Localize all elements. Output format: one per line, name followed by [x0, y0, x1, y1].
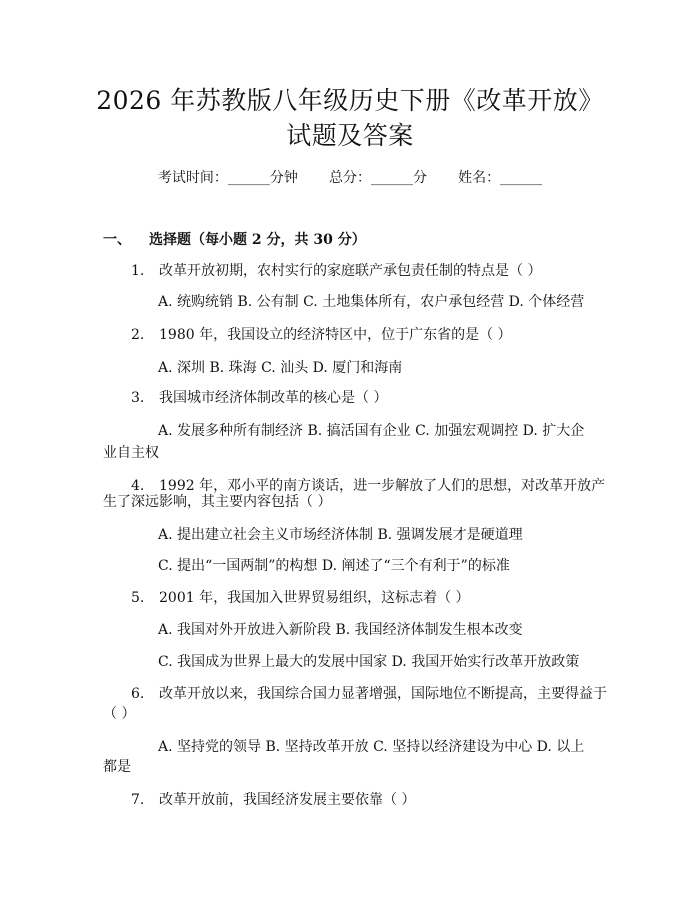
question-5 — [131, 589, 470, 607]
total-score-unit: 分 — [413, 170, 427, 186]
question-text: 1980 年，我国设立的经济特区中，位于广东省的是（ ） — [159, 327, 512, 343]
question-4-options-a-b: A. 提出建立社会主义市场经济体制 B. 强调发展才是硬道理 — [158, 527, 523, 543]
question-2 — [131, 326, 512, 344]
total-score-blank: ______ — [371, 170, 413, 186]
question-text: 改革开放前，我国经济发展主要依靠（ ） — [159, 792, 416, 808]
exam-time-blank: ______ — [227, 170, 270, 186]
section-title: 选择题（每小题 2 分，共 30 分） — [149, 232, 366, 248]
total-score-label: 总分： — [329, 170, 371, 186]
question-6-options: A. 坚持党的领导 B. 坚持改革开放 C. 坚持以经济建设为中心 D. 以上 — [158, 739, 585, 755]
question-4-text-continued: 生了深远影响，其主要内容包括（ ） — [103, 494, 332, 510]
question-6-options-continued: 都是 — [103, 759, 131, 775]
question-number: 2. — [131, 327, 145, 343]
question-number: 5. — [131, 590, 145, 606]
exam-time-label: 考试时间： — [157, 170, 228, 186]
question-6 — [131, 685, 607, 703]
question-6-text-continued: （ ） — [103, 706, 136, 722]
question-number: 1. — [131, 263, 145, 279]
question-7 — [131, 791, 415, 809]
question-number: 4. — [131, 478, 145, 494]
question-5-options-c-d: C. 我国成为世界上最大的发展中国家 D. 我国开始实行改革开放政策 — [158, 654, 580, 670]
exam-time-unit: 分钟 — [269, 170, 298, 186]
student-name-label: 姓名： — [458, 170, 501, 186]
document-title-line-1: 2026 年苏教版八年级历史下册《改革开放》 — [96, 86, 604, 115]
question-3-options: A. 发展多种所有制经济 B. 搞活国有企业 C. 加强宏观调控 D. 扩大企 — [158, 423, 585, 439]
question-number: 3. — [131, 390, 145, 406]
question-text: 1992 年，邓小平的南方谈话，进一步解放了人们的思想，对改革开放产 — [159, 478, 606, 494]
question-text: 2001 年，我国加入世界贸易组织，这标志着（ ） — [159, 590, 470, 606]
question-number: 6. — [131, 686, 145, 702]
section-number: 一、 — [103, 232, 131, 248]
question-text: 改革开放以来，我国综合国力显著增强，国际地位不断提高，主要得益于 — [159, 686, 607, 702]
exam-info-line — [0, 169, 700, 187]
question-text: 改革开放初期，农村实行的家庭联产承包责任制的特点是（ ） — [159, 263, 542, 279]
question-4-options-c-d: C. 提出“一国两制”的构想 D. 阐述了“三个有利于”的标准 — [158, 558, 510, 574]
question-1 — [131, 262, 541, 280]
question-number: 7. — [131, 792, 145, 808]
question-1-options: A. 统购统销 B. 公有制 C. 土地集体所有，农户承包经营 D. 个体经营 — [158, 294, 585, 310]
section-heading — [103, 231, 366, 249]
question-text: 我国城市经济体制改革的核心是（ ） — [159, 390, 388, 406]
student-name-blank: ______ — [500, 170, 543, 186]
question-3-options-continued: 业自主权 — [103, 445, 159, 461]
question-3 — [131, 389, 387, 407]
document-title-line-2: 试题及答案 — [286, 121, 414, 150]
question-2-options: A. 深圳 B. 珠海 C. 汕头 D. 厦门和海南 — [158, 360, 403, 376]
question-5-options-a-b: A. 我国对外开放进入新阶段 B. 我国经济体制发生根本改变 — [158, 622, 523, 638]
